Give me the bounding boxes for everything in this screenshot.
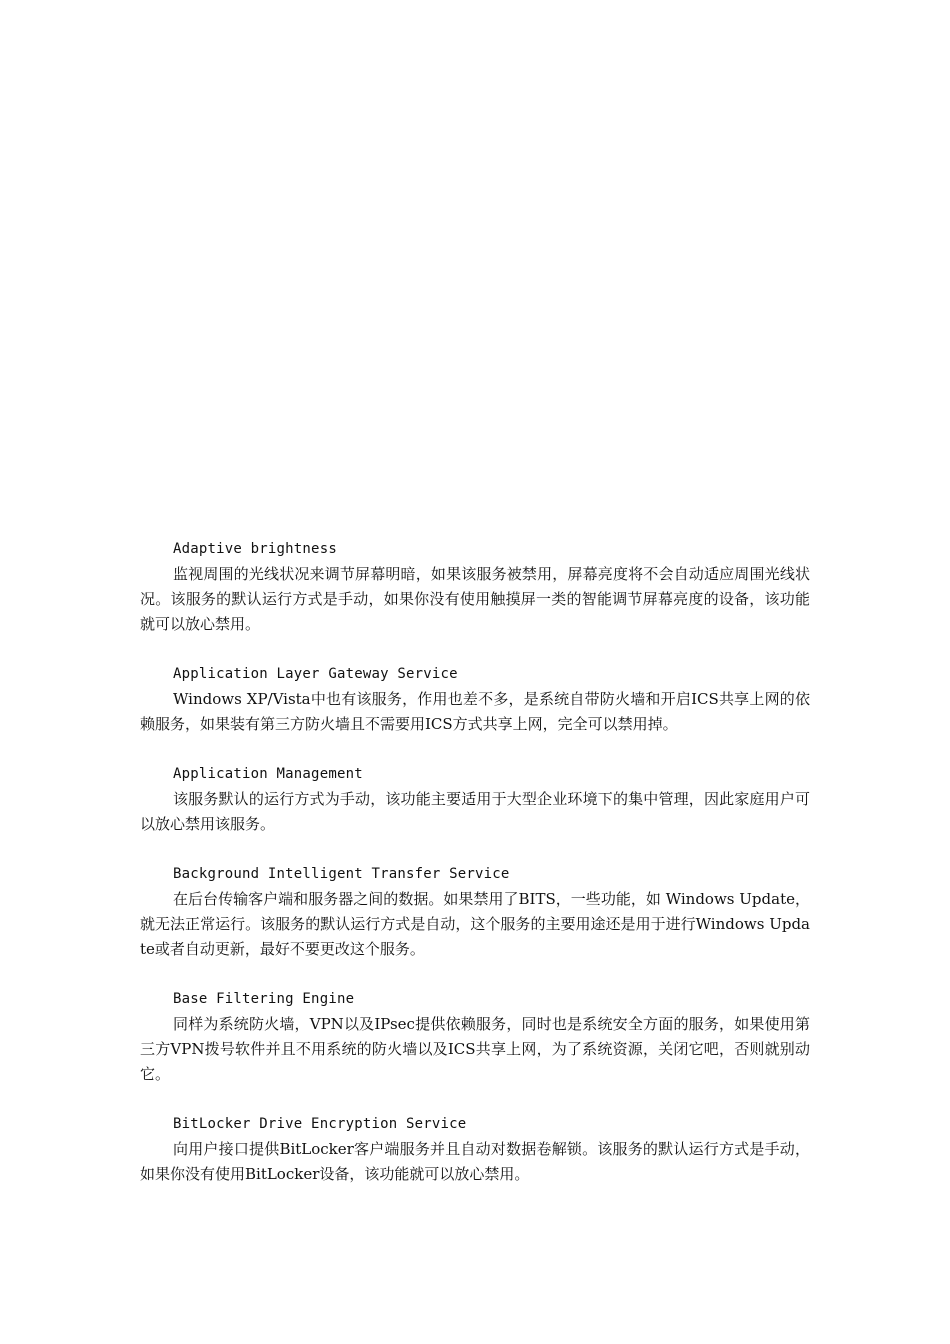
service-entry-bitlocker <box>140 1112 810 1187</box>
service-title: Base Filtering Engine <box>173 991 355 1007</box>
service-entry-application-layer-gateway <box>140 662 810 737</box>
service-description: Windows XP/Vista中也有该服务，作用也差不多，是系统自带防火墙和开启ICS共享上网的依赖服务，如果装有第三方防火墙且不需要用ICS方式共享上网，完全可以禁用掉。 <box>140 690 810 733</box>
service-entry-base-filtering-engine <box>140 987 810 1087</box>
service-title: Background Intelligent Transfer Service <box>173 866 510 882</box>
service-entry-application-management <box>140 762 810 837</box>
service-entry-bits <box>140 862 810 962</box>
service-description: 监视周围的光线状况来调节屏幕明暗，如果该服务被禁用，屏幕亮度将不会自动适应周围光线状况。该服务的默认运行方式是手动，如果你没有使用触摸屏一类的智能调节屏幕亮度的设备，该功能就可以放心禁用。 <box>140 565 810 633</box>
service-title: Application Management <box>173 766 363 782</box>
service-description: 该服务默认的运行方式为手动，该功能主要适用于大型企业环境下的集中管理，因此家庭用户可以放心禁用该服务。 <box>140 790 810 833</box>
service-description: 同样为系统防火墙，VPN以及IPsec提供依赖服务，同时也是系统安全方面的服务，如果使用第三方VPN拨号软件并且不用系统的防火墙以及ICS共享上网，为了系统资源，关闭它吧，否则就别动它。 <box>140 1015 810 1083</box>
service-description: 在后台传输客户端和服务器之间的数据。如果禁用了BITS，一些功能，如 Windows Update，就无法正常运行。该服务的默认运行方式是自动，这个服务的主要用途还是用于进行Windows Update或者自动更新，最好不要更改这个服务。 <box>140 890 810 958</box>
service-title: BitLocker Drive Encryption Service <box>173 1116 467 1132</box>
service-description: 向用户接口提供BitLocker客户端服务并且自动对数据卷解锁。该服务的默认运行方式是手动，如果你没有使用BitLocker设备，该功能就可以放心禁用。 <box>140 1140 810 1183</box>
service-title: Adaptive brightness <box>173 541 337 557</box>
service-entry-adaptive-brightness <box>140 537 810 637</box>
document-page <box>140 537 810 1212</box>
service-title: Application Layer Gateway Service <box>173 666 458 682</box>
